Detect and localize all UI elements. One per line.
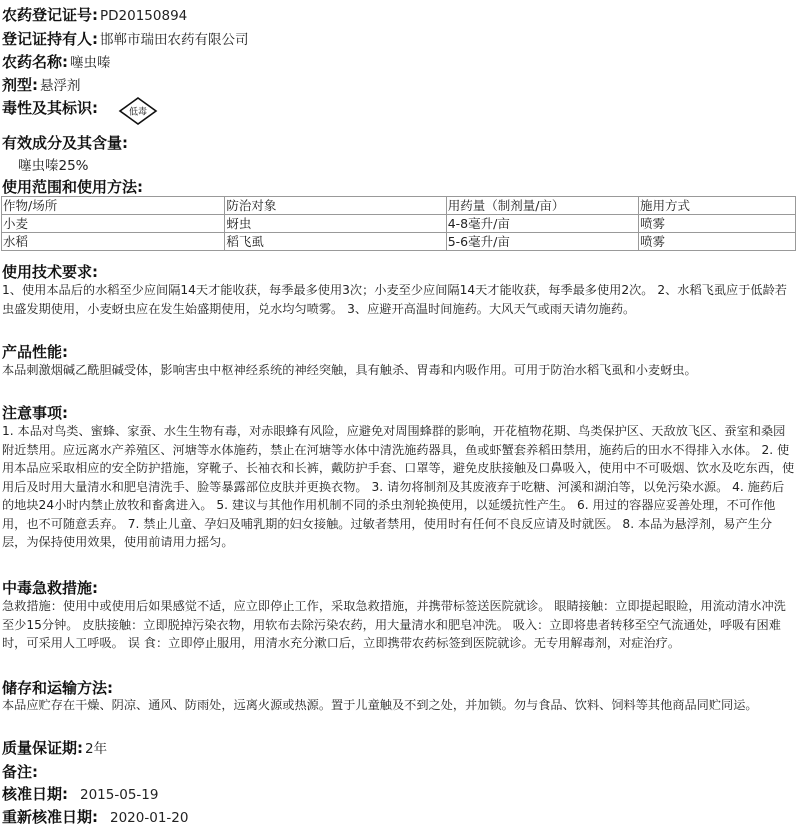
tech-heading: 使用技术要求:	[2, 263, 98, 281]
table-row	[2, 215, 796, 233]
table-cell: 喷雾	[638, 215, 795, 233]
storage-heading: 储存和运输方法:	[2, 679, 113, 697]
pesticide-name-value: 噻虫嗪	[70, 55, 111, 71]
performance-text: 本品刺激烟碱乙酰胆碱受体，影响害虫中枢神经系统的神经突触，具有触杀、胃毒和内吸作用。可用于防治水稻飞虱和小麦蚜虫。	[2, 363, 697, 377]
toxicity-row	[2, 97, 98, 118]
first-aid-heading: 中毒急救措施:	[2, 579, 98, 597]
pesticide-name-row	[2, 51, 111, 72]
ingredients-heading: 有效成分及其含量:	[2, 134, 128, 152]
usage-table	[1, 196, 796, 251]
holder-value: 邯郸市瑞田农药有限公司	[100, 32, 249, 48]
table-cell: 小麦	[2, 215, 225, 233]
table-header-row	[2, 197, 796, 215]
table-header-cell: 施用方式	[638, 197, 795, 215]
ingredients-value: 噻虫嗪25%	[18, 158, 89, 174]
low-toxicity-diamond-icon	[118, 96, 158, 126]
table-cell: 5-6毫升/亩	[446, 233, 638, 251]
table-cell: 稻飞虱	[225, 233, 446, 251]
approval-date-value: 2015-05-19	[80, 787, 159, 803]
approval-date-label: 核准日期:	[2, 785, 68, 803]
shelf-life-label: 质量保证期:	[2, 739, 83, 757]
formulation-label: 剂型:	[2, 76, 38, 94]
table-header-cell: 防治对象	[225, 197, 446, 215]
shelf-life-row	[2, 737, 107, 758]
holder-label: 登记证持有人:	[2, 30, 98, 48]
toxicity-badge-text: 低毒	[128, 107, 148, 118]
formulation-value: 悬浮剂	[40, 78, 81, 94]
toxicity-label: 毒性及其标识:	[2, 99, 98, 117]
table-header-cell: 作物/场所	[2, 197, 225, 215]
registration-no-label: 农药登记证号:	[2, 6, 98, 24]
tech-text: 1、使用本品后的水稻至少应间隔14天才能收获，每季最多使用3次；小麦至少应间隔14天才能收获，每季最多使用2次。 2、水稻飞虱应于低龄若虫盛发期使用，小麦蚜虫应在发生始盛期使用，兑水均匀喷雾。 3、应避开高温时间施药。大风天气或雨天请勿施药。	[2, 283, 787, 316]
remarks-row	[2, 761, 40, 782]
notes-heading: 注意事项:	[2, 404, 68, 422]
storage-text: 本品应贮存在干燥、阴凉、通风、防雨处，远离火源或热源。置于儿童触及不到之处，并加锁。勿与食品、饮料、饲料等其他商品同贮同运。	[2, 698, 758, 712]
formulation-row	[2, 74, 81, 95]
usage-heading: 使用范围和使用方法:	[2, 178, 143, 196]
shelf-life-value: 2年	[85, 741, 108, 757]
pesticide-name-label: 农药名称:	[2, 53, 68, 71]
table-cell: 蚜虫	[225, 215, 446, 233]
holder-row	[2, 28, 249, 49]
table-header-cell: 用药量（制剂量/亩）	[446, 197, 638, 215]
table-row	[2, 233, 796, 251]
registration-no-value: PD20150894	[100, 8, 188, 24]
reapproval-date-value: 2020-01-20	[110, 810, 189, 826]
remarks-label: 备注:	[2, 763, 38, 781]
table-cell: 喷雾	[638, 233, 795, 251]
table-cell: 水稻	[2, 233, 225, 251]
registration-no-row	[2, 4, 187, 25]
table-cell: 4-8毫升/亩	[446, 215, 638, 233]
first-aid-text: 急救措施：使用中或使用后如果感觉不适，应立即停止工作，采取急救措施，并携带标签送医院就诊。 眼睛接触：立即提起眼睑，用流动清水冲洗至少15分钟。 皮肤接触：立即脱掉污染衣物，用软布去除污染农药，用大量清水和肥皂冲洗。 吸入：立即将患者转移至空气流通处，呼吸有困难时，可采用人工呼吸。 误 食：立即停止服用，用清水充分漱口后，立即携带农药标签到医院就诊。无专用解毒剂，对症治疗。	[2, 599, 786, 650]
reapproval-date-label: 重新核准日期:	[2, 808, 98, 826]
notes-text: 1. 本品对鸟类、蜜蜂、家蚕、水生生物有毒，对赤眼蜂有风险，应避免对周围蜂群的影响，开花植物花期、鸟类保护区、天敌放飞区、蚕室和桑园附近禁用。应远离水产养殖区、河塘等水体施药，禁止在河塘等水体中清洗施药器具，鱼或虾蟹套养稻田禁用，施药后的田水不得排入水体。 2. 使用本品应采取相应的安全防护措施，穿靴子、长袖衣和长裤，戴防护手套、口罩等，避免皮肤接触及口鼻吸入，使用中不可吸烟、饮水及吃东西，使用后及时用大量清水和肥皂清洗手、脸等暴露部位皮肤并更换衣物。 3. 请勿将制剂及其废液弃于吃糖、河溪和湖泊等，以免污染水源。 4. 施药后的地块24小时内禁止放牧和畜禽进入。 5. 建议与其他作用机制不同的杀虫剂轮换使用，以延缓抗性产生。 6. 用过的容器应妥善处理，不可作他用，也不可随意丢弃。 7. 禁止儿童、孕妇及哺乳期的妇女接触。过敏者禁用，使用时有任何不良反应请及时就医。 8. 本品为悬浮剂，易产生分层，为保持使用效果，使用前请用力摇匀。	[2, 424, 795, 549]
performance-heading: 产品性能:	[2, 343, 68, 361]
approval-date-row	[2, 783, 158, 804]
